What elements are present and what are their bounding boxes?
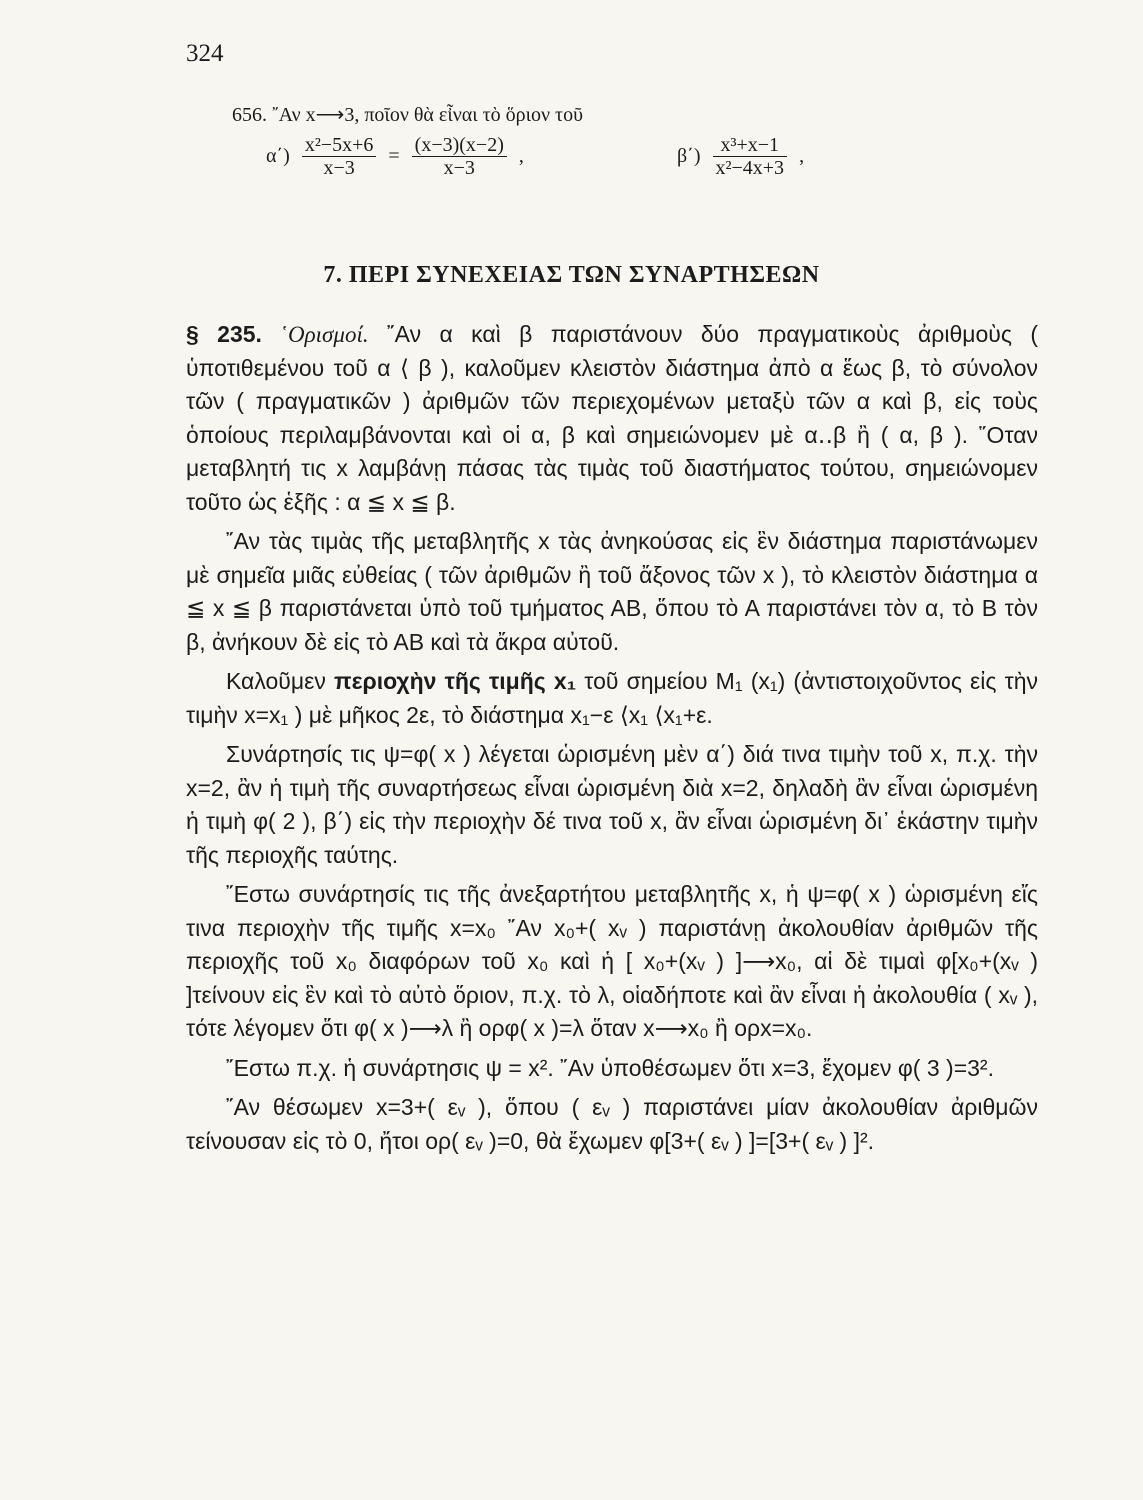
fraction-2: [412, 134, 507, 179]
paragraph-5: ῎Εστω συνάρτησίς τις τῆς ἀνεξαρτήτου μεταβλητῆς x, ἡ ψ=φ( x ) ὡρισμένη εἴς τινα περιοχὴν τῆς τιμῆς x=x₀ ῎Αν x₀+( xᵥ ) παριστάνῃ ἀκολουθίαν ἀριθμῶν τῆς περιοχῆς τοῦ x₀ διαφόρων τοῦ x₀ καὶ ἡ [ x₀+(xᵥ ) ]⟶x₀, αἱ δὲ τιμαὶ φ[x₀+(xᵥ ) ]τείνουν εἰς ἓν καὶ τὸ αὐτὸ ὅριον, π.χ. τὸ λ, οἱαδήποτε καὶ ἂν εἶναι ἡ ἀκολουθία ( xᵥ ), τότε λέγομεν ὅτι φ( x )⟶λ ἢ ορφ( x )=λ ὅταν x⟶x₀ ἢ ορx=x₀.: [186, 881, 1038, 1041]
exercise-part-a: [262, 134, 528, 179]
fraction-1: [302, 134, 377, 179]
fraction-3-numerator: x³+x−1: [713, 134, 788, 157]
fraction-2-numerator: (x−3)(x−2): [412, 134, 507, 157]
fraction-2-denominator: x−3: [443, 157, 475, 179]
equals-sign: =: [388, 145, 400, 167]
fraction-3: [713, 134, 788, 179]
paragraph-definitions: [186, 318, 1038, 519]
end-comma: ,: [799, 145, 805, 167]
paragraph-3: [186, 665, 1038, 732]
section-number: § 235.: [186, 321, 262, 347]
body-text: [186, 318, 1038, 1164]
paragraph-7: ῎Αν θέσωμεν x=3+( εᵥ ), ὅπου ( εᵥ ) παριστάνει μίαν ἀκολουθίαν ἀριθμῶν τείνουσαν εἰς τὸ 0, ἤτοι ορ( εᵥ )=0, θὰ ἔχωμεν φ[3+( εᵥ ) ]=[3+( εᵥ ) ]².: [186, 1094, 1038, 1154]
comma: ,: [518, 145, 524, 167]
fraction-3-denominator: x²−4x+3: [715, 157, 785, 179]
fraction-1-denominator: x−3: [323, 157, 355, 179]
section-title: 7. ΠΕΡΙ ΣΥΝΕΧΕΙΑΣ ΤΩΝ ΣΥΝΑΡΤΗΣΕΩΝ: [323, 262, 820, 288]
part-b-label: β΄): [677, 145, 701, 167]
paragraph-2: ῎Αν τὰς τιμὰς τῆς μεταβλητῆς x τὰς ἀνηκούσας εἰς ἓν διάστημα παριστάνωμεν μὲ σημεῖα μιᾶς εὐθείας ( τῶν ἀριθμῶν ἢ τοῦ ἄξονος τῶν x ), τὸ κλειστὸν διάστημα α ≦ x ≦ β παριστάνεται ὑπὸ τοῦ τμήματος ΑΒ, ὅπου τὸ Α παριστάνει τὸν α, τὸ Β τὸν β, ἀνήκουν δὲ εἰς τὸ ΑΒ καὶ τὰ ἄκρα αὐτοῦ.: [186, 528, 1038, 655]
fraction-1-numerator: x²−5x+6: [302, 134, 377, 157]
part-a-label: α΄): [266, 145, 290, 167]
section-name: ῾Ορισμοί.: [280, 322, 369, 347]
paragraph-3-pre: Καλοῦμεν: [226, 668, 335, 694]
paragraph-3-post: τοῦ σημείου Μ₁ (x₁) (ἀντιστοιχοῦντος εἰς τὴν τιμὴν x=x₁ ) μὲ μῆκος 2ε, τὸ διάστημα x₁−ε ⟨x₁ ⟨x₁+ε.: [186, 668, 1038, 728]
paragraph-1-text: ῎Αν α καὶ β παριστάνουν δύο πραγματικοὺς ἀριθμοὺς ( ὑποτιθεμένου τοῦ α ⟨ β ), καλοῦμεν κλειστὸν διάστημα ἀπὸ α ἕως β, τὸ σύνολον τῶν ( πραγματικῶν ) ἀριθμῶν τῶν περιεχομένων μεταξὺ τῶν α καὶ β, εἰς τοὺς ὁποίους περιλαμβάνονται καὶ οἱ α, β καὶ σημειώνομεν μὲ α‥β ἢ ( α, β ). ῞Οταν μεταβλητή τις x λαμβάνῃ πάσας τὰς τιμὰς τοῦ διαστήματος τούτου, σημειώνομεν τοῦτο ὡς ἑξῆς : α ≦ x ≦ β.: [186, 321, 1039, 515]
paragraph-4: Συνάρτησίς τις ψ=φ( x ) λέγεται ὡρισμένη μὲν α΄) διά τινα τιμὴν τοῦ x, π.χ. τὴν x=2, ἂν ἡ τιμὴ τῆς συναρτήσεως εἶναι ὡρισμένη διὰ x=2, δηλαδὴ ἂν εἶναι ὡρισμένη ἡ τιμὴ φ( 2 ), β΄) εἰς τὴν περιοχὴν δέ τινα τοῦ x, ἂν εἶναι ὡρισμένη δι᾿ ἑκάστην τιμὴν τῆς περιοχῆς ταύτης.: [186, 741, 1038, 868]
paragraph-3-bold-term: περιοχὴν τῆς τιμῆς x₁: [334, 668, 577, 694]
exercise-part-b: [673, 134, 808, 179]
exercise-656-intro: 656. ῎Αν x⟶3, ποῖον θὰ εἶναι τὸ ὅριον τοῦ: [232, 104, 583, 126]
page-number: 324: [186, 40, 224, 67]
paragraph-6: ῎Εστω π.χ. ἡ συνάρτησις ψ = x². ῎Αν ὑποθέσωμεν ὅτι x=3, ἔχομεν φ( 3 )=3².: [226, 1054, 994, 1081]
